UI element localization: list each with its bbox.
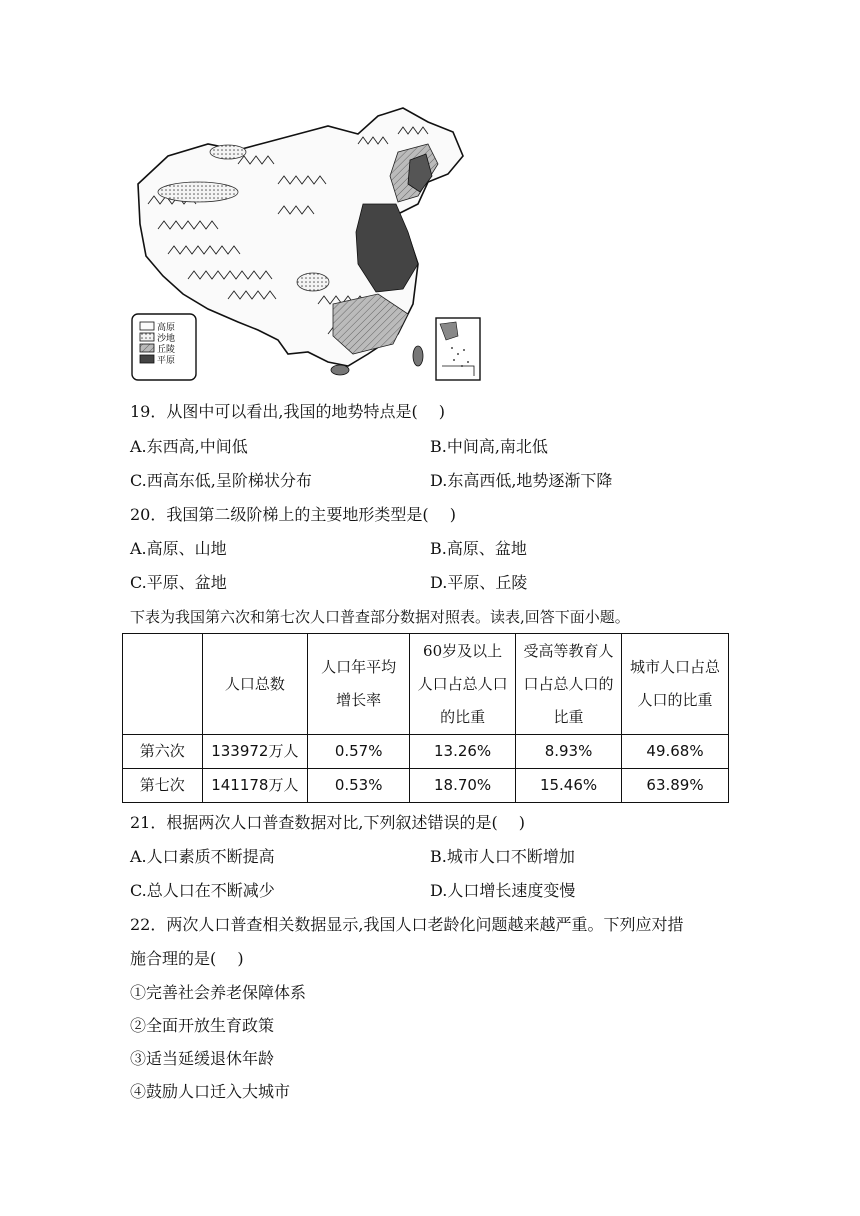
q20-option-c[interactable]: C.平原、盆地 [130,573,227,592]
table-cell: 133972万人 [202,735,308,769]
table-cell: 63.89% [622,769,729,803]
table-header-cell [123,634,203,735]
legend-swatch-plains [140,355,154,363]
table-header-text: 60岁及以上人口占总人口的比重 [417,641,508,726]
legend-swatch-sandy [140,333,154,341]
table-row [123,735,729,769]
table-cell: 第七次 [123,769,203,803]
map-figure [128,104,484,384]
legend-label: 平原 [157,356,176,366]
table-header-row [123,634,729,735]
q21-option-b[interactable]: B.城市人口不断增加 [430,847,575,866]
q20-stem: 20．我国第二级阶梯上的主要地形类型是( ) [130,505,456,524]
island-taiwan [413,346,423,366]
table-cell: 15.46% [516,769,622,803]
q21-option-d[interactable]: D.人口增长速度变慢 [430,881,576,900]
q19-option-d[interactable]: D.东高西低,地势逐渐下降 [430,471,613,490]
q20-option-d[interactable]: D.平原、丘陵 [430,573,528,592]
q19-option-c[interactable]: C.西高东低,呈阶梯状分布 [130,471,312,490]
table-header-text: 城市人口占总人口的比重 [629,658,720,709]
island-hainan [331,365,349,375]
table-header-cell [410,634,516,735]
table-cell: 13.26% [410,735,516,769]
table-header-cell [202,634,308,735]
table-cell: 141178万人 [202,769,308,803]
table-header-text: 人口年平均增长率 [321,658,397,709]
q22-item-4: ④鼓励人口迁入大城市 [130,1082,291,1101]
q19-option-b[interactable]: B.中间高,南北低 [430,437,548,456]
table-cell: 18.70% [410,769,516,803]
q21-stem: 21．根据两次人口普查数据对比,下列叙述错误的是( ) [130,813,526,832]
map-legend [132,314,196,380]
legend-swatch-plateau [140,322,154,330]
legend-label: 丘陵 [157,345,176,355]
legend-label: 沙地 [157,334,176,344]
q22-stem-line1: 22．两次人口普查相关数据显示,我国人口老龄化问题越来越严重。下列应对措 [130,915,684,934]
table-cell: 第六次 [123,735,203,769]
china-terrain-map [128,104,484,384]
q19-option-a[interactable]: A.东西高,中间低 [130,437,248,456]
table-cell: 0.53% [308,769,410,803]
q20-option-a[interactable]: A.高原、山地 [130,539,227,558]
q21-option-c[interactable]: C.总人口在不断减少 [130,881,275,900]
table-header-text: 人口总数 [224,674,285,693]
table-header-cell [516,634,622,735]
table-row [123,769,729,803]
legend-swatch-hills [140,344,154,352]
table-cell: 49.68% [622,735,729,769]
q22-item-1: ①完善社会养老保障体系 [130,983,307,1002]
table-cell: 0.57% [308,735,410,769]
q21-option-a[interactable]: A.人口素质不断提高 [130,847,275,866]
q22-stem-line2: 施合理的是( ) [130,949,244,968]
table-cell: 8.93% [516,735,622,769]
table-header-text: 受高等教育人口占总人口的比重 [523,641,614,726]
table-header-cell [622,634,729,735]
q19-stem: 19．从图中可以看出,我国的地势特点是( ) [130,402,446,421]
census-table [122,633,729,803]
sandy-land-north [210,145,246,159]
sandy-land-west [158,182,238,202]
table-intro: 下表为我国第六次和第七次人口普查部分数据对照表。读表,回答下面小题。 [130,608,630,626]
q20-option-b[interactable]: B.高原、盆地 [430,539,527,558]
table-header-cell [308,634,410,735]
sandy-land-basin [297,273,329,291]
legend-label: 高原 [157,323,176,333]
q22-item-2: ②全面开放生育政策 [130,1016,275,1035]
q22-item-3: ③适当延缓退休年龄 [130,1049,275,1068]
